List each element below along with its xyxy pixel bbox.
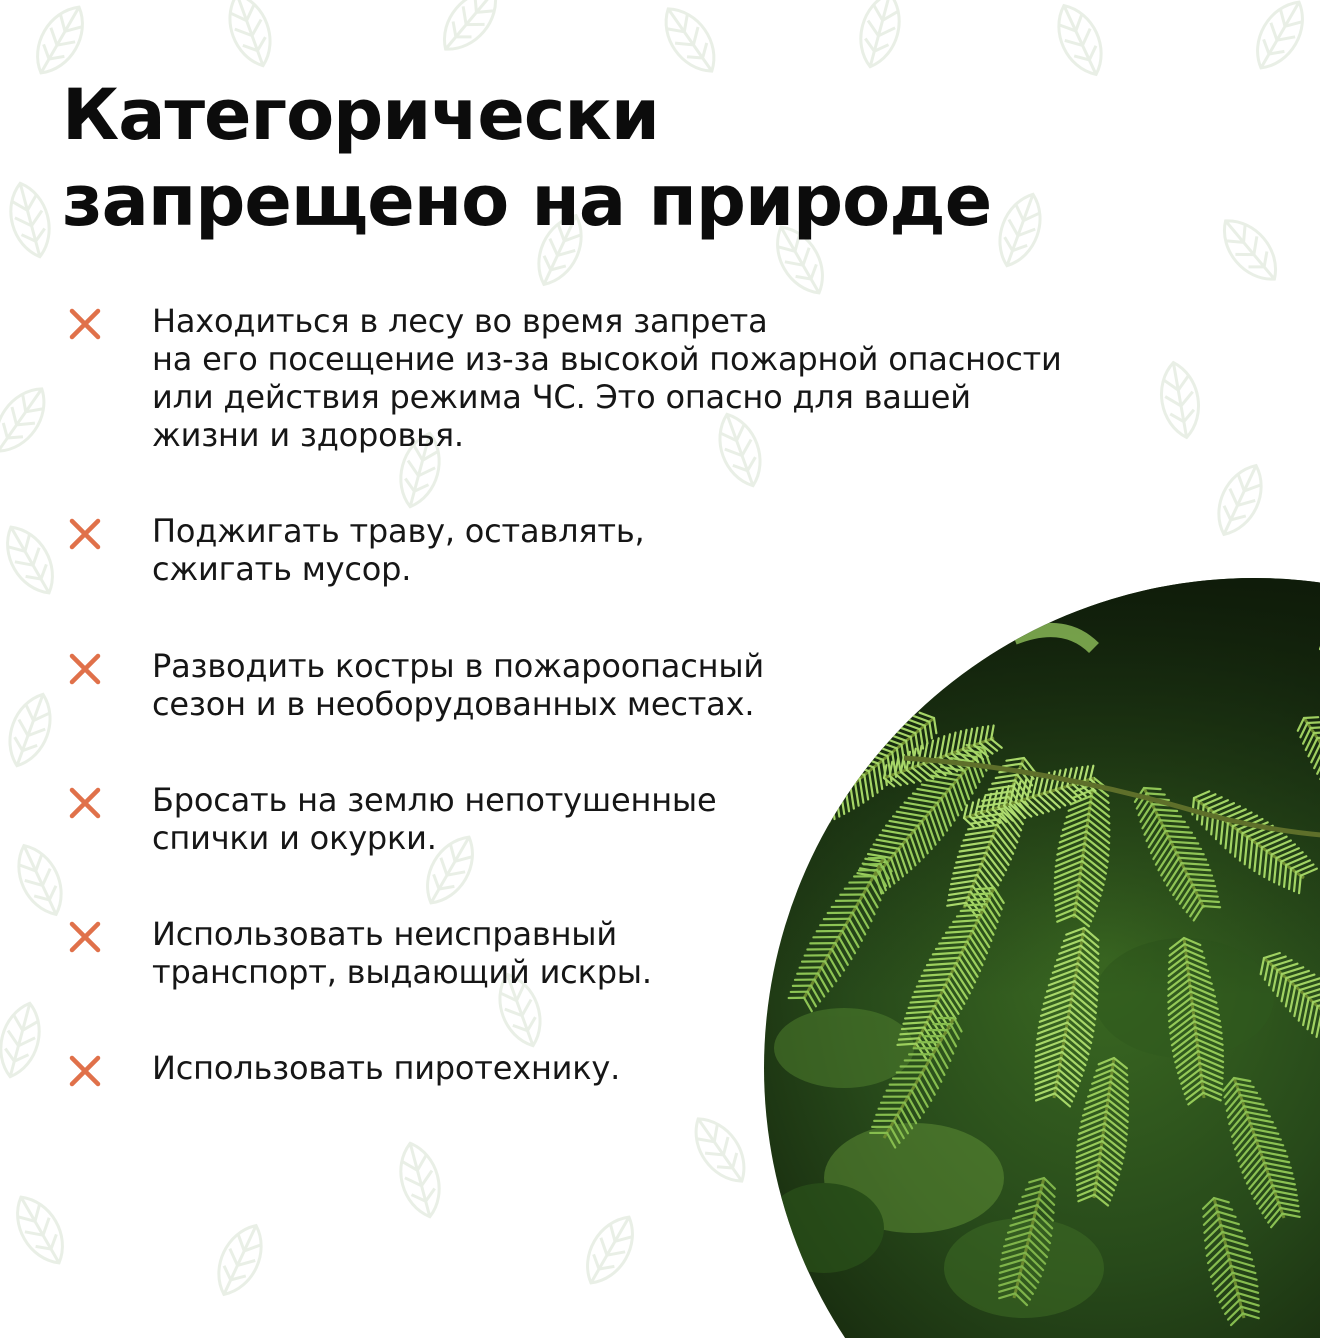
- leaf-icon: [0, 688, 60, 772]
- leaf-icon: [3, 179, 57, 262]
- cross-icon: [66, 305, 106, 345]
- leaf-icon: [25, 0, 94, 82]
- page-title: [62, 72, 991, 244]
- rule-line: Поджигать траву, оставлять,: [152, 512, 644, 550]
- rule-line: Бросать на землю непотушенные: [152, 781, 716, 819]
- rule-line: транспорт, выдающий искры.: [152, 953, 652, 991]
- leaf-icon: [5, 1188, 74, 1272]
- leaf-icon: [432, 0, 508, 61]
- cross-icon: [66, 918, 106, 958]
- rule-line: на его посещение из-за высокой пожарной опасности: [152, 340, 1062, 378]
- rule-line: жизни и здоровья.: [152, 416, 1062, 454]
- leaf-icon: [393, 1139, 447, 1222]
- rule-text: [152, 512, 644, 588]
- title-line-1: Категорически: [62, 72, 991, 158]
- leaf-icon: [0, 518, 65, 602]
- rule-line: сжигать мусор.: [152, 550, 644, 588]
- rule-line: сезон и в необорудованных местах.: [152, 685, 764, 723]
- cross-icon: [66, 784, 106, 824]
- rule-line: спички и окурки.: [152, 819, 716, 857]
- cross-icon: [66, 1052, 106, 1092]
- leaf-icon: [1208, 458, 1273, 542]
- leaf-icon: [208, 1218, 273, 1302]
- leaf-icon: [1048, 0, 1113, 82]
- rule-text: [152, 1049, 620, 1087]
- rule-text: [152, 781, 716, 857]
- rule-line: Разводить костры в пожароопасный: [152, 647, 764, 685]
- leaf-icon: [1212, 209, 1288, 290]
- rule-text: [152, 915, 652, 991]
- rule-line: Использовать неисправный: [152, 915, 652, 953]
- leaf-icon: [0, 999, 47, 1082]
- rule-text: [152, 647, 764, 723]
- cross-icon: [66, 650, 106, 690]
- leaf-icon: [683, 1109, 756, 1192]
- leaf-icon: [853, 0, 907, 71]
- cross-icon: [66, 515, 106, 555]
- leaf-icon: [1156, 359, 1205, 440]
- rule-line: или действия режима ЧС. Это опасно для вашей: [152, 378, 1062, 416]
- leaf-icon: [575, 1208, 644, 1292]
- leaf-icon: [8, 838, 73, 922]
- leaf-icon: [653, 0, 726, 81]
- leaf-icon: [1245, 0, 1314, 77]
- leaf-icon: [0, 379, 57, 462]
- rule-text: [152, 302, 1062, 454]
- rule-line: Использовать пиротехнику.: [152, 1049, 620, 1087]
- leaf-icon: [990, 188, 1050, 272]
- title-line-2: запрещено на природе: [62, 158, 991, 244]
- spruce-branch-photo: [764, 578, 1320, 1338]
- leaf-icon: [220, 0, 280, 72]
- rule-line: Находиться в лесу во время запрета: [152, 302, 1062, 340]
